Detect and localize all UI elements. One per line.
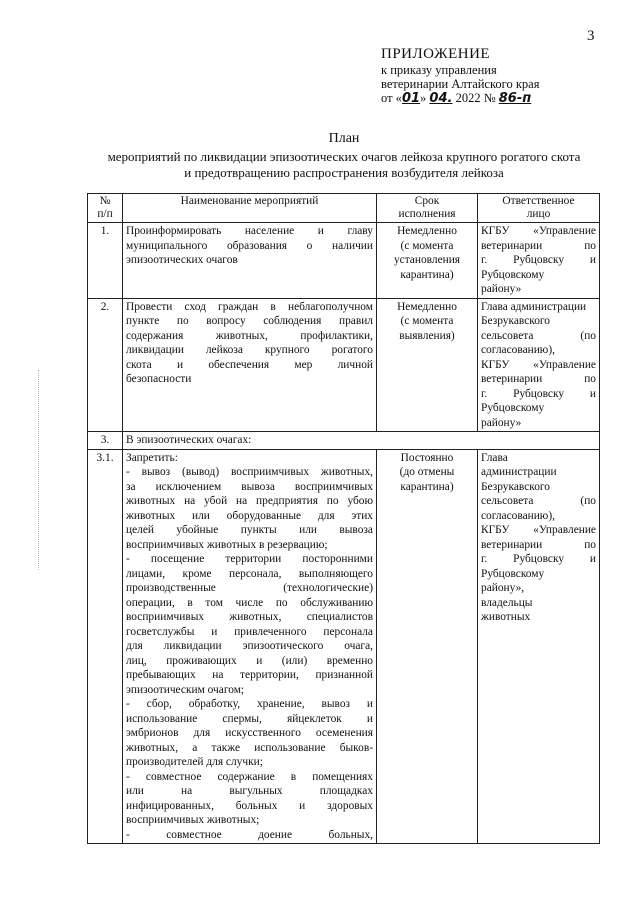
row-term: Немедленно (с момента установления карантина): [377, 223, 478, 299]
date-mid: »: [420, 91, 430, 105]
table-row: [88, 223, 600, 299]
row-name: Запретить: - вывоз (вывод) восприимчивых животных, за исключением вывоза восприимчивых животных на убой на предприятия по убою животных или оборудованные для этих целей убойные пункты или вывоза восприимчивых животных в резервацию; - посещение территории посторонними лицами, кроме персонала, выполняющего производственные (технологические) операции, в том числе по обслуживанию восприимчивых животных, специалистов госветслужбы и привлеченного персонала для ликвидации эпизоотического очага, лиц, проживающих и (или) временно пребывающих на территории, признанной эпизоотическим очагом; - сбор, обработку, хранение, вывоз и использование спермы, яйцеклеток и эмбрионов для искусственного осеменения животных, а также использование быков- производителей для случки; - совместное содержание в помещениях или на выгульных площадках инфицированных, больных и здоровых восприимчивых животных; - совместное доение больных,: [123, 449, 377, 844]
table-row: [88, 449, 600, 844]
appendix-line-1: к приказу управления: [381, 63, 497, 77]
row-name: Провести сход граждан в неблагополучном пункте по вопросу соблюдения правил содержания животных, профилактики, ликвидации лейкоза крупного рогатого скота и обеспечения мер личной безопасности: [123, 298, 377, 432]
row-responsible: КГБУ «Управление ветеринарии по г. Рубцовску и Рубцовскому району»: [478, 223, 600, 299]
heading-plan: План: [328, 131, 360, 146]
row-num: 3.1.: [88, 449, 123, 844]
document-heading: [50, 131, 638, 181]
row-section-title: В эпизоотических очагах:: [123, 432, 600, 450]
handwritten-day: 01: [401, 91, 421, 106]
scan-artifact-line: [38, 370, 40, 570]
page-number: 3: [587, 28, 595, 44]
date-prefix: от «: [381, 91, 402, 105]
header-term: Срок исполнения: [377, 194, 478, 223]
header-responsible: Ответственное лицо: [478, 194, 600, 223]
table-header-row: [88, 194, 600, 223]
table-row: [88, 298, 600, 432]
measures-table: [87, 193, 600, 844]
row-num: 2.: [88, 298, 123, 432]
heading-line-2: и предотвращению распространения возбудителя лейкоза: [184, 165, 504, 180]
date-year: 2022 №: [452, 91, 499, 105]
row-name: Проинформировать население и главу муниципального образования о наличии эпизоотических очагов: [123, 223, 377, 299]
row-num: 1.: [88, 223, 123, 299]
handwritten-month: 04.: [429, 91, 453, 106]
row-term: Немедленно (с момента выявления): [377, 298, 478, 432]
header-name: Наименование мероприятий: [123, 194, 377, 223]
row-term: Постоянно (до отмены карантина): [377, 449, 478, 844]
heading-line-1: мероприятий по ликвидации эпизоотических очагов лейкоза крупного рогатого скота: [107, 149, 581, 164]
header-num: № п/п: [88, 194, 123, 223]
appendix-title: ПРИЛОЖЕНИЕ: [381, 46, 491, 62]
appendix-line-2: ветеринарии Алтайского края: [381, 77, 540, 91]
row-responsible: Глава администрации Безрукавского сельсовета (по согласованию), КГБУ «Управление ветеринарии по г. Рубцовску и Рубцовскому району», владельцы животных: [478, 449, 600, 844]
handwritten-order-number: 86-п: [498, 91, 532, 106]
appendix-date-line: [381, 91, 539, 106]
table-row: [88, 432, 600, 450]
appendix-block: [381, 46, 539, 106]
row-responsible: Глава администрации Безрукавского сельсовета (по согласованию), КГБУ «Управление ветеринарии по г. Рубцовску и Рубцовскому району»: [478, 298, 600, 432]
row-num: 3.: [88, 432, 123, 450]
